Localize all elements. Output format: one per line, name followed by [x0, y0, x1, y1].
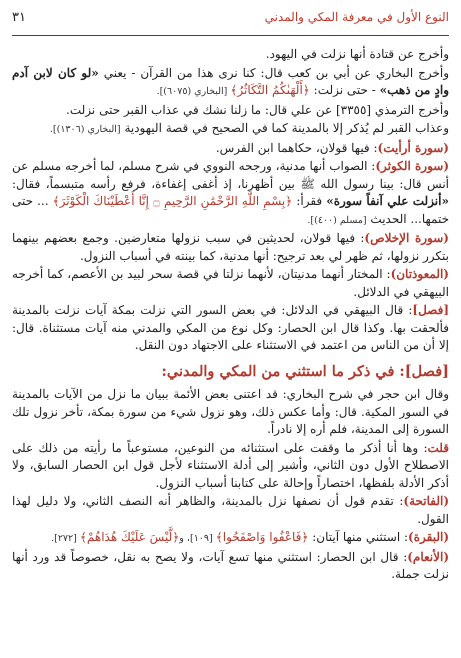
- paragraph: [12, 493, 449, 528]
- page-number: ٣١: [12, 10, 26, 25]
- paragraph: [12, 529, 449, 548]
- paragraph: [12, 230, 449, 265]
- section-label: (سورة الإخلاص): [364, 231, 449, 245]
- citation: [٢٧٢].: [51, 533, 80, 544]
- paragraph-text: : قال البيهقي في الدلائل: في بعض السور التي نزلت بمكة آيات نزلت بالمدينة فألحقت بها. وكذا قال ابن الحصار: وكل نوع من المكي والمدني منه آيات مستثناة. قال: إلا أن من الناس من اعتمد في الاستثناء على الاجتهاد دون النقل.: [12, 303, 449, 352]
- paragraph-text: : الصواب أنها مدنية، ورجحه النووي في شرح مسلم، لما أخرجه مسلم عن أنس قال: بينا رسول الله ﷺ بين أظهرنا، إذ أغفى إغفاءة، فرفع رأسه متبسماً، فقال:: [12, 159, 449, 191]
- paragraph-text: : فيها قولان، حكاهما ابن الفرس.: [215, 140, 378, 155]
- page-body: [12, 46, 449, 585]
- paragraph-text: «لو كان لابن آدم وادٍ من ذهب»: [12, 65, 449, 97]
- paragraph: [12, 46, 449, 64]
- paragraph-text: - حتى نزلت:: [309, 83, 380, 97]
- paragraph-text: : فيها قولان، لحديثين في سبب نزولها متعارضين. وجمع بعضهم بينهما بتكرر نزولها، ثم ظهر لي بعد ترجيح: أنها مدنية، كما بينته في أسباب النزول.: [12, 231, 449, 263]
- paragraph-text: : تقدم قول أن نصفها نزل بالمدينة، والظاهر أنه النصف الثاني، ولا دليل لهذا القول.: [12, 494, 449, 526]
- paragraph-text: وأخرج الترمذي [٣٣٥٥] عن علي قال: ما زلنا نشك في عذاب القبر حتى نزلت.: [66, 102, 449, 117]
- text-block-1: [12, 46, 449, 355]
- quran-verse: ﴿أَلْهَىٰكُمُ التَّكَاثُرُ﴾: [230, 83, 310, 97]
- paragraph: [12, 158, 449, 229]
- paragraph: [12, 120, 449, 139]
- section-label: (الفاتحة): [403, 494, 449, 508]
- citation: [البخاري (٦٠٧٥)].: [156, 86, 231, 97]
- paragraph-text: : وها أنا أذكر ما وقفت على استثنائه من النوعين، مستوعباً ما رأيته من ذلك على الاصطلاح الأول دون الثاني، وأشير إلى أدلة الاستثناء لأجل قول ابن الحصار السابق، ولا أذكر الأدلة بلفظها، اختصاراً وإحالة على كتابنا أسباب النزول.: [12, 440, 449, 490]
- paragraph-text: «أنزلت علي آنفاً سورة»: [326, 194, 449, 208]
- citation: [مسلم (٤٠٠)].: [307, 214, 367, 226]
- paragraph-text: وعذاب القبر لم يُذكر إلا بالمدينة كما في الصحيح في قصة اليهودية: [120, 121, 449, 135]
- section-label: (سورة أرأيت): [377, 140, 449, 155]
- section-label: (المعوذتان): [390, 267, 449, 281]
- paragraph-text: فقرأ:: [292, 194, 327, 208]
- section-label: (الأنعام): [407, 549, 449, 564]
- section-label: (سورة الكوثر): [375, 159, 449, 173]
- paragraph: [12, 65, 449, 101]
- paragraph-text: وأخرج عن قتادة أنها نزلت في اليهود.: [265, 47, 449, 61]
- paragraph-text: : قال ابن الحصار: استثني منها تسع آيات، ولا يصح به نقل، خصوصاً قد ورد أنها نزلت جملة.: [12, 549, 449, 581]
- paragraph: [12, 549, 449, 584]
- quran-verse: ﴿بِسْمِ اللَّهِ الرَّحْمَٰنِ الرَّحِيمِ ۝ إِنَّا أَعْطَيْنَاكَ الْكَوْثَرَ﴾: [52, 194, 293, 208]
- chapter-title: النوع الأول في معرفة المكي والمدني: [264, 10, 449, 24]
- running-header: [12, 10, 449, 36]
- paragraph: [12, 302, 449, 355]
- paragraph: [12, 386, 449, 439]
- paragraph-text: : استثني منها آيتان:: [308, 530, 409, 544]
- section-label: (البقرة): [408, 530, 449, 544]
- paragraph: [12, 102, 449, 120]
- citation: [١٠٩]، و: [179, 533, 216, 544]
- quran-verse: ﴿لَّيْسَ عَلَيْكَ هُدَاهُمْ﴾: [79, 530, 180, 544]
- text-block-2: [12, 386, 449, 584]
- quran-verse: ﴿فَاعْفُوا وَاصْفَحُوا﴾: [215, 530, 309, 544]
- section-heading: [فصل]: في ذكر ما استثني من المكي والمدني:: [161, 362, 449, 380]
- paragraph-text: : المختار أنهما مدنيتان، لأنهما نزلتا في قصة سحر لبيد بن الأعصم، كما أخرجه البيهقي في الدلائل.: [12, 267, 449, 299]
- paragraph-text: وقال ابن حجر في شرح البخاري: قد اعتنى بعض الأئمة ببيان ما نزل من الآيات بالمدينة في السور المكية. قال: وأما عكس ذلك، وهو نزول شيء من سورة بمكة، تأخر نزول تلك السورة إلى المدينة، فلم أره إلا نادراً.: [12, 387, 449, 436]
- paragraph: [12, 440, 449, 493]
- paragraph-text: ... حتى ختمها... الحديث: [12, 194, 449, 226]
- paragraph: [12, 266, 449, 301]
- paragraph-text: وأخرج البخاري عن أبي بن كعب قال: كنا نرى هذا من القرآن - يعني: [98, 65, 449, 80]
- citation: [البخاري (١٣٠٦)].: [49, 124, 121, 135]
- paragraph: [12, 140, 449, 158]
- section-label: قلت: [427, 440, 449, 455]
- section-label: [فصل]: [412, 303, 449, 317]
